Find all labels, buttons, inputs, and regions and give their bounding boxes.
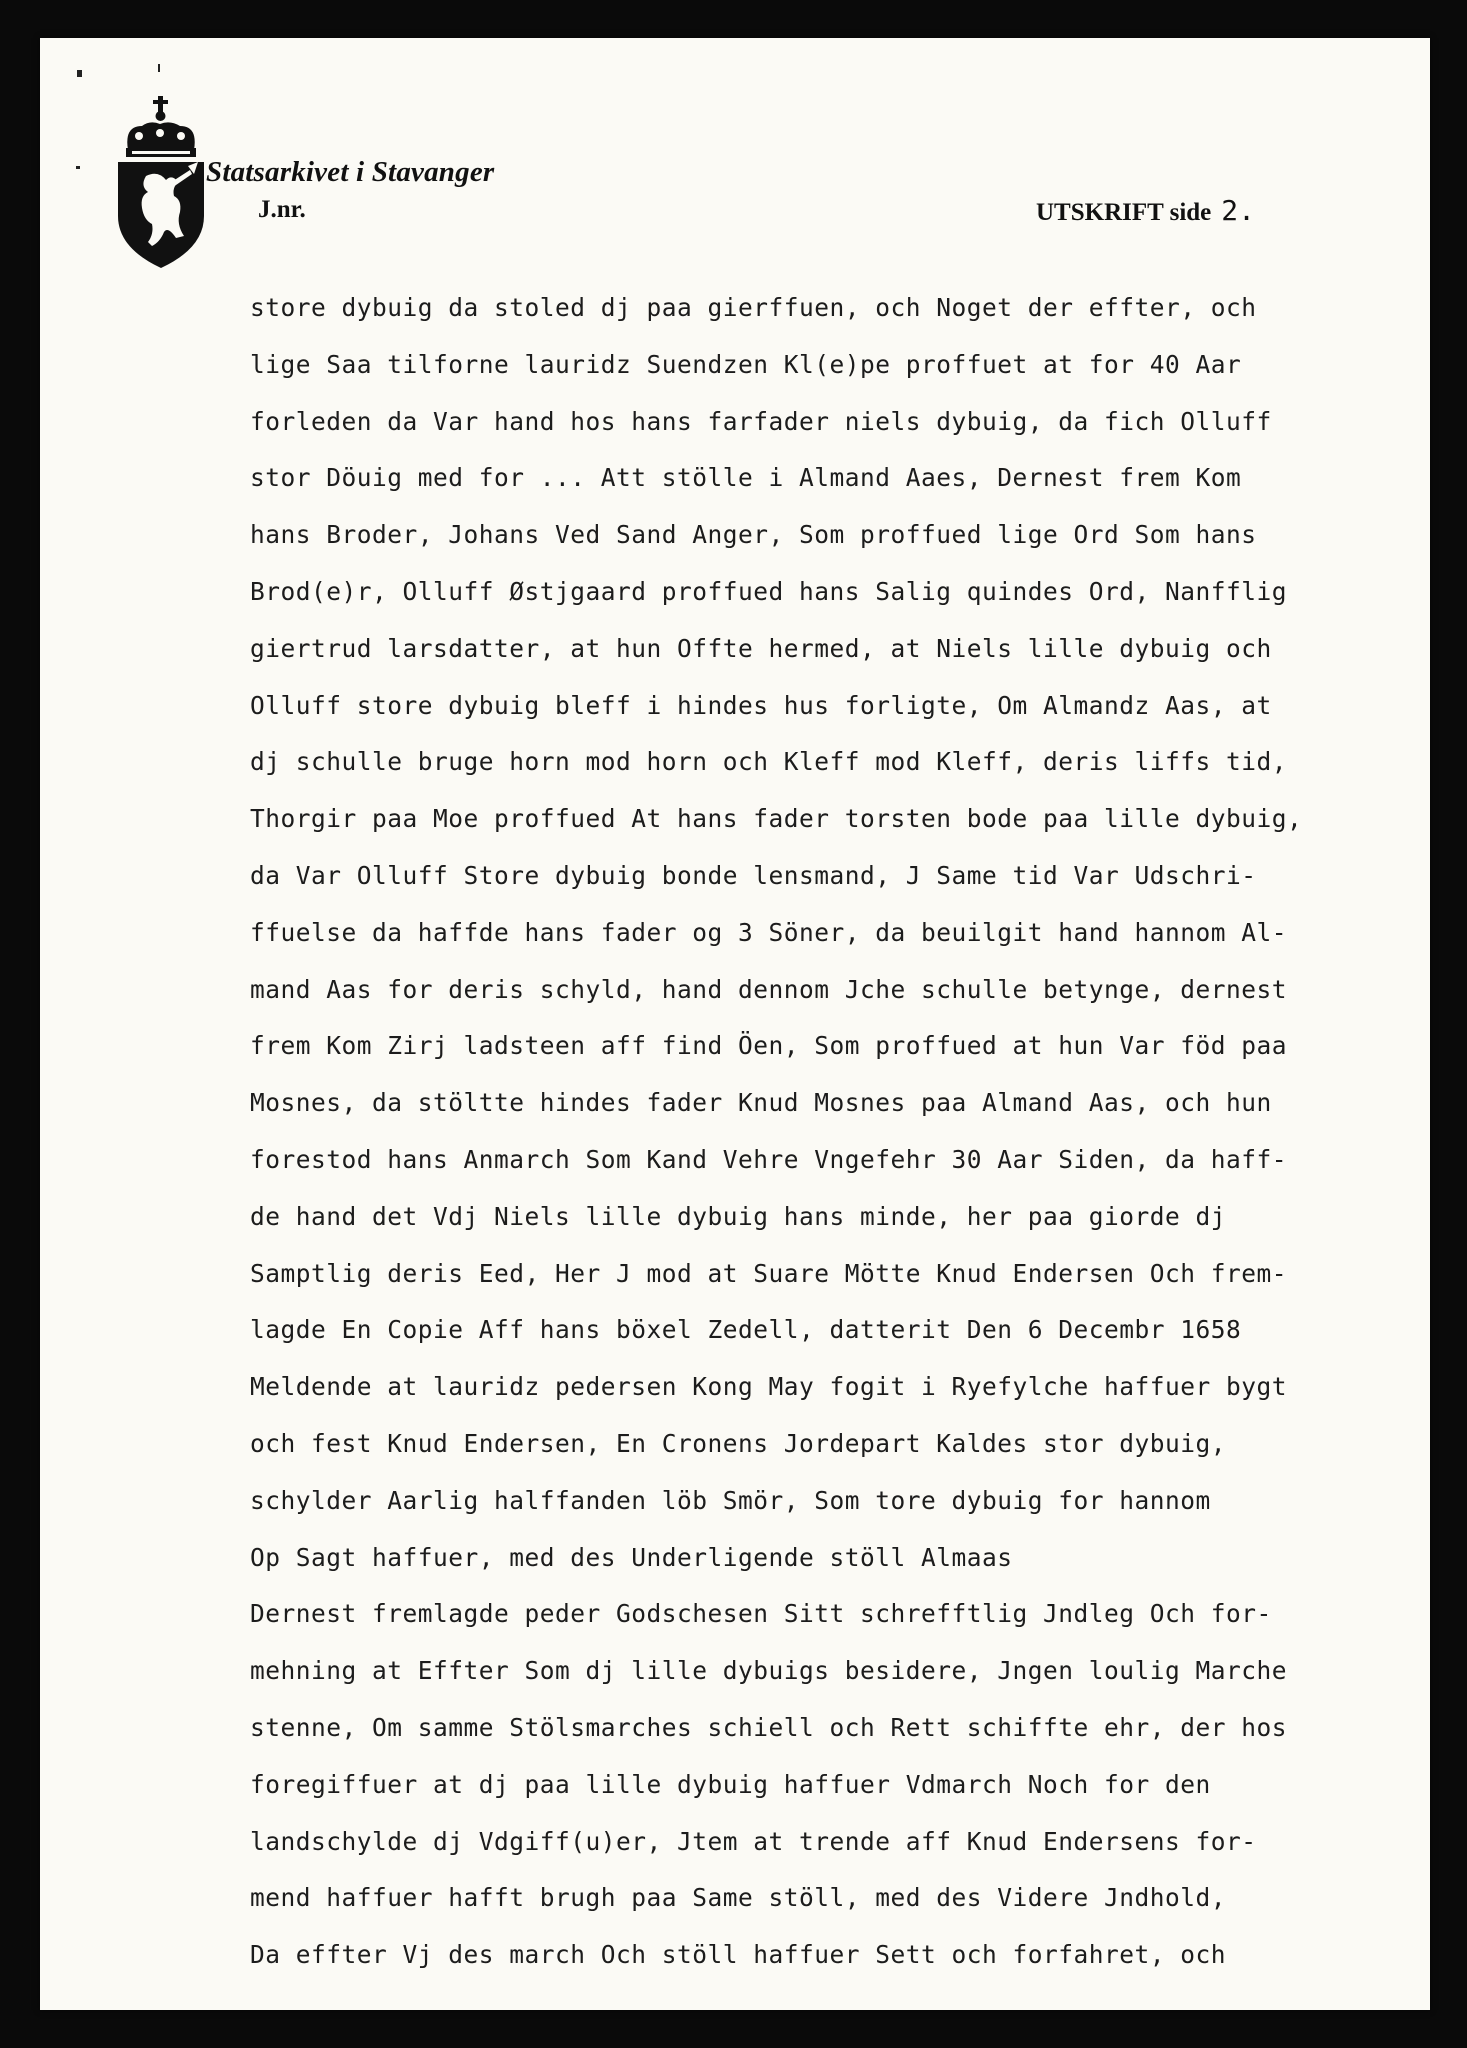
utskrift-label: UTSKRIFT side: [1036, 199, 1212, 226]
text-line: stenne, Om samme Stölsmarches schiell och Rett schiffte ehr, der hos: [250, 1712, 1288, 1742]
text-line: landschylde dj Vdgiff(u)er, Jtem at trende aff Knud Endersens for-: [250, 1826, 1257, 1856]
text-line: dj schulle bruge horn mod horn och Kleff mod Kleff, deris liffs tid,: [250, 747, 1288, 777]
text-line: mehning at Effter Som dj lille dybuigs besidere, Jngen loulig Marche: [250, 1656, 1288, 1686]
text-line: Olluff store dybuig bleff i hindes hus forligte, Om Almandz Aas, at: [250, 690, 1272, 720]
text-line: stor Döuig med for ... Att stölle i Almand Aaes, Dernest frem Kom: [250, 463, 1242, 493]
text-line: Samptlig deris Eed, Her J mod at Suare Mötte Knud Endersen Och frem-: [250, 1258, 1288, 1288]
text-line: Mosnes, da stöltte hindes fader Knud Mosnes paa Almand Aas, och hun: [250, 1088, 1272, 1118]
text-line: Brod(e)r, Olluff Østjgaard proffued hans Salig quindes Ord, Nanfflig: [250, 576, 1288, 606]
text-line: ffuelse da haffde hans fader og 3 Söner, da beuilgit hand hannom Al-: [250, 917, 1288, 947]
margin-mark: [158, 64, 160, 72]
text-line: Op Sagt haffuer, med des Underligende stöll Almaas: [250, 1542, 1013, 1572]
text-line: giertrud larsdatter, at hun Offte hermed, at Niels lille dybuig och: [250, 633, 1272, 663]
text-line: lige Saa tilforne lauridz Suendzen Kl(e)pe proffuet at for 40 Aar: [250, 349, 1242, 379]
text-line: forleden da Var hand hos hans farfader niels dybuig, da fich Olluff: [250, 406, 1272, 436]
text-line: mend haffuer hafft brugh paa Same stöll, med des Videre Jndhold,: [250, 1883, 1227, 1913]
margin-mark: [77, 70, 82, 77]
page-header-right: [1036, 194, 1255, 227]
text-line: de hand det Vdj Niels lille dybuig hans minde, her paa giorde dj: [250, 1201, 1227, 1231]
text-line: Dernest fremlagde peder Godschesen Sitt schrefftlig Jndleg Och for-: [250, 1599, 1272, 1629]
text-line: Thorgir paa Moe proffued At hans fader torsten bode paa lille dybuig,: [250, 804, 1303, 834]
text-line: schylder Aarlig halffanden löb Smör, Som tore dybuig for hannom: [250, 1485, 1211, 1515]
archive-name: Statsarkivet i Stavanger: [206, 156, 495, 188]
journal-number-label: J.nr.: [258, 196, 306, 223]
text-line: forestod hans Anmarch Som Kand Vehre Vngefehr 30 Aar Siden, da haff-: [250, 1144, 1288, 1174]
text-line: Meldende at lauridz pedersen Kong May fogit i Ryefylche haffuer bygt: [250, 1372, 1288, 1402]
margin-mark: [76, 166, 80, 169]
document-page: [40, 38, 1430, 2010]
text-line: store dybuig da stoled dj paa gierffuen, och Noget der effter, och: [250, 293, 1257, 322]
text-line: foregiffuer at dj paa lille dybuig haffuer Vdmarch Noch for den: [250, 1769, 1211, 1799]
text-line: lagde En Copie Aff hans böxel Zedell, datterit Den 6 Decembr 1658: [250, 1315, 1242, 1345]
text-line: mand Aas for deris schyld, hand dennom Jche schulle betynge, dernest: [250, 974, 1288, 1004]
transcription-text: [250, 280, 1430, 1984]
text-line: hans Broder, Johans Ved Sand Anger, Som proffued lige Ord Som hans: [250, 520, 1257, 550]
text-line: och fest Knud Endersen, En Cronens Jordepart Kaldes stor dybuig,: [250, 1428, 1227, 1458]
norwegian-coat-of-arms-icon: [106, 96, 216, 270]
page-number: 2.: [1221, 194, 1255, 227]
text-line: Da effter Vj des march Och stöll haffuer Sett och forfahret, och: [250, 1940, 1227, 1970]
text-line: da Var Olluff Store dybuig bonde lensmand, J Same tid Var Udschri-: [250, 860, 1257, 890]
text-line: frem Kom Zirj ladsteen aff find Öen, Som proffued at hun Var föd paa: [250, 1031, 1288, 1061]
